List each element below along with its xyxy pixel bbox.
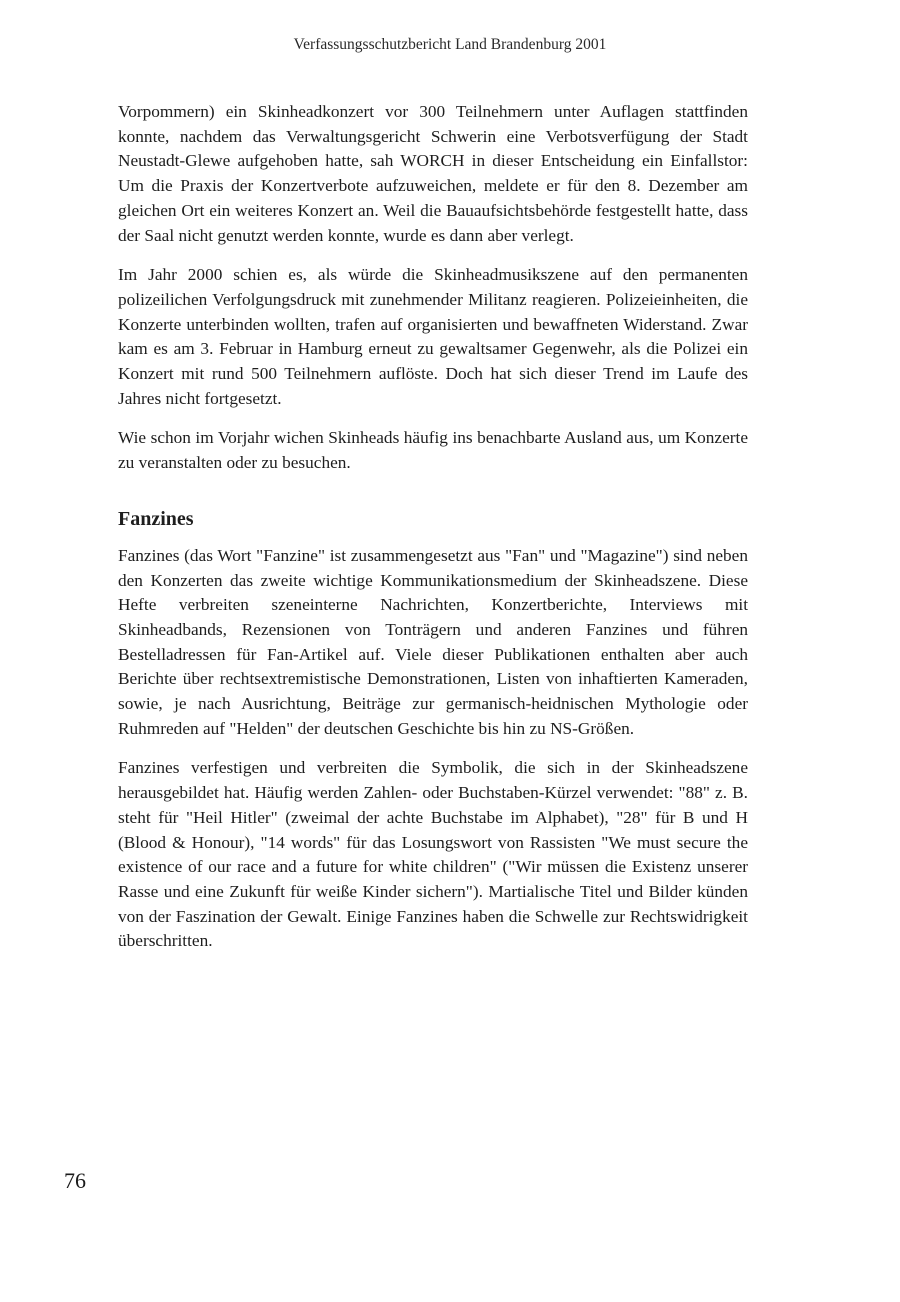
section-heading-fanzines: Fanzines <box>118 507 194 530</box>
paragraph-concert-verbot: Vorpommern) ein Skinheadkonzert vor 300 Teilnehmern unter Auflagen stattfinden konnte, nachdem das Verwaltungsgericht Schwerin eine Verbotsverfügung der Stadt Neustadt-Glewe aufgehoben hatte, sah WORCH in dieser Entscheidung ein Einfallstor: Um die Praxis der Konzertverbote aufzuweichen, meldete er für den 8. Dezember am gleichen Ort ein weiteres Konzert an. Weil die Bauaufsichtsbehörde festgestellt hatte, dass der Saal nicht genutzt werden konnte, wurde es dann aber verlegt. <box>118 102 748 245</box>
paragraph-ausland: Wie schon im Vorjahr wichen Skinheads häufig ins benachbarte Ausland aus, um Konzerte zu veranstalten oder zu besuchen. <box>118 428 748 473</box>
page-number: 76 <box>64 1168 86 1193</box>
paragraph-militanz: Im Jahr 2000 schien es, als würde die Skinheadmusikszene auf den permanenten polizeilichen Verfolgungsdruck mit zunehmender Militanz reagieren. Polizeieinheiten, die Konzerte unterbinden wollten, trafen auf organisierten und bewaffneten Widerstand. Zwar kam es am 3. Februar in Hamburg erneut zu gewaltsamer Gegenwehr, als die Polizei ein Konzert mit rund 500 Teilnehmern auflöste. Doch hat sich dieser Trend im Laufe des Jahres nicht fortgesetzt. <box>118 265 748 408</box>
paragraph-fanzines-definition: Fanzines (das Wort "Fanzine" ist zusammengesetzt aus "Fan" und "Magazine") sind neben den Konzerten das zweite wichtige Kommunikationsmedium der Skinheadszene. Diese Hefte verbreiten szeneinterne Nachrichten, Konzertberichte, Interviews mit Skinheadbands, Rezensionen von Tonträgern und anderen Fanzines und führen Bestelladressen für Fan-Artikel auf. Viele dieser Publikationen enthalten aber auch Berichte über rechtsextremistische Demonstrationen, Listen von inhaftierten Kameraden, sowie, je nach Ausrichtung, Beiträge zur germanisch-heidnischen Mythologie oder Ruhmreden auf "Helden" der deutschen Geschichte bis hin zu NS-Größen. <box>118 545 748 738</box>
running-header: Verfassungsschutzbericht Land Brandenburg 2001 <box>293 36 607 53</box>
page-body <box>118 100 748 969</box>
paragraph-fanzines-symbolik: Fanzines verfestigen und verbreiten die Symbolik, die sich in der Skinheadszene herausgebildet hat. Häufig werden Zahlen- oder Buchstaben-Kürzel verwendet: "88" z. B. steht für "Heil Hitler" (zweimal der achte Buchstabe im Alphabet), "28" für B und H (Blood & Honour), "14 words" für das Losungswort von Rassisten "We must secure the existence of our race and a future for white children" ("Wir müssen die Existenz unserer Rasse und eine Zukunft für weiße Kinder sichern"). Martialische Titel und Bilder künden von der Faszination der Gewalt. Einige Fanzines haben die Schwelle zur Rechtswidrigkeit überschritten. <box>118 758 748 951</box>
